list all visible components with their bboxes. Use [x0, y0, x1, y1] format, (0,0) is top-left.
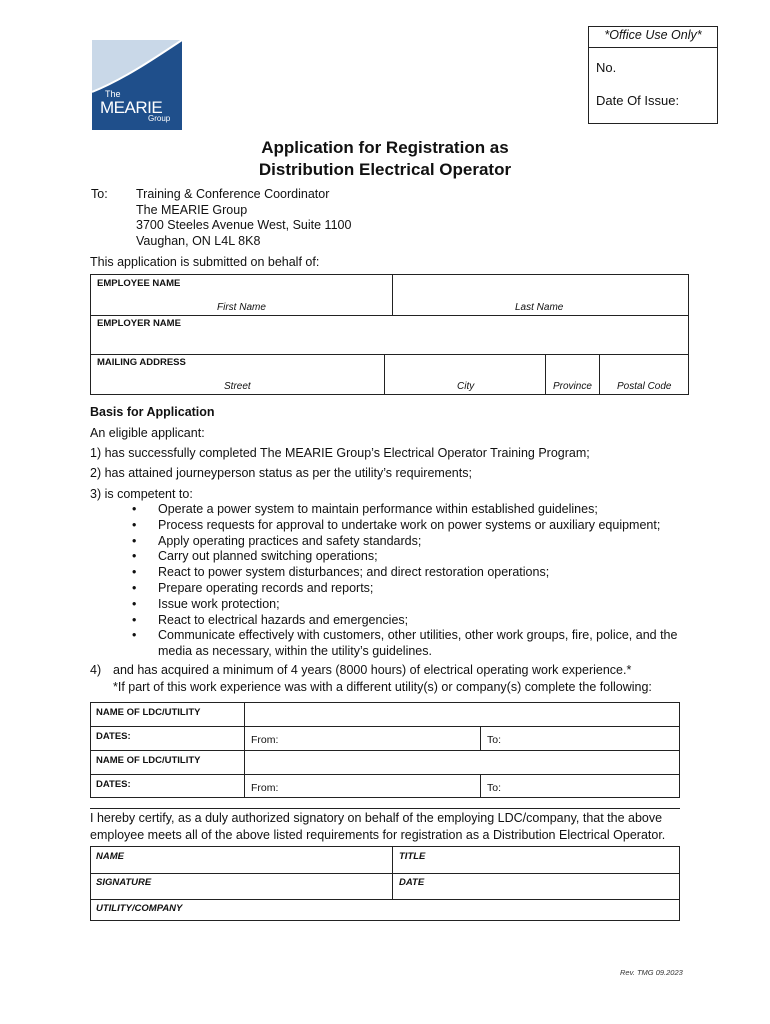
employee-name-label: EMPLOYEE NAME [97, 278, 181, 289]
name-label: NAME [96, 851, 124, 862]
divider [91, 750, 679, 751]
list-item: • React to power system disturbances; and direct restoration operations; [130, 565, 690, 581]
signatory-table [90, 846, 680, 921]
list-item: • Apply operating practices and safety standards; [130, 534, 690, 550]
from-label-1: From: [251, 734, 279, 746]
basis-title: Basis for Application [90, 405, 215, 419]
last-name-label: Last Name [515, 302, 564, 313]
list-item: • Issue work protection; [130, 597, 690, 613]
office-use-box [588, 26, 718, 124]
list-item: • Carry out planned switching operations; [130, 549, 690, 565]
employee-table [90, 274, 689, 395]
divider [480, 726, 481, 750]
submitted-on-behalf-text: This application is submitted on behalf of: [90, 255, 320, 269]
city-input[interactable] [386, 356, 544, 392]
employer-name-label: EMPLOYER NAME [97, 318, 181, 329]
divider [91, 873, 679, 874]
list-item: • Prepare operating records and reports; [130, 581, 690, 597]
street-input[interactable] [91, 356, 383, 392]
divider [91, 774, 679, 775]
utility-company-input[interactable] [201, 901, 677, 920]
list-item: • Communicate effectively with customers, other utilities, other work groups, fire, police, and the media as necessary, within the utility’s guidelines. [130, 628, 690, 660]
logo-name: MEARIE [100, 98, 163, 117]
divider [599, 354, 600, 394]
from-date-input-2[interactable] [281, 776, 478, 796]
page-title-line2: Distribution Electrical Operator [258, 160, 512, 179]
divider [90, 808, 680, 809]
address-line: 3700 Steeles Avenue West, Suite 1100 [136, 218, 352, 232]
recipient-address [136, 187, 351, 249]
office-no-field: No. [596, 60, 617, 75]
province-input[interactable] [547, 356, 598, 392]
province-label: Province [553, 381, 592, 392]
date-label: DATE [399, 877, 425, 888]
list-item: • Process requests for approval to undertake work on power systems or auxiliary equipment; [130, 518, 690, 534]
logo-group: Group [148, 114, 171, 123]
basis-intro: An eligible applicant: [90, 426, 205, 440]
to-label-2: To: [487, 782, 502, 794]
basis-item-4: and has acquired a minimum of 4 years (8000 hours) of electrical operating work experience.* [113, 663, 632, 677]
first-name-label: First Name [217, 302, 266, 313]
page-title-line1: Application for Registration as [261, 138, 509, 157]
city-label: City [457, 381, 475, 392]
date-of-issue-field: Date Of Issue: [596, 93, 680, 108]
ldc-name-input-1[interactable] [246, 704, 678, 725]
last-name-input[interactable] [394, 278, 687, 314]
signature-input[interactable] [171, 875, 389, 898]
signatory-title-input[interactable] [441, 848, 677, 872]
basis-item-3: 3) is competent to: [90, 487, 193, 501]
competency-list [130, 502, 690, 660]
revision-note: Rev. TMG 09.2023 [620, 968, 683, 977]
list-item: • Operate a power system to maintain performance within established guidelines; [130, 502, 690, 518]
divider [91, 726, 679, 727]
divider [480, 774, 481, 797]
divider [91, 315, 688, 316]
signature-label: SIGNATURE [96, 877, 152, 888]
ldc-name-label-1: NAME OF LDC/UTILITY [96, 707, 201, 718]
basis-item-4-number: 4) [90, 663, 102, 677]
basis-item-4-note: *If part of this work experience was with a different utility(s) or company(s) complete the following: [113, 680, 652, 694]
first-name-input[interactable] [91, 278, 391, 314]
to-label-1: To: [487, 734, 502, 746]
signature-date-input[interactable] [441, 875, 677, 898]
ldc-table [90, 702, 680, 798]
address-line: Training & Conference Coordinator [136, 187, 330, 201]
from-date-input-1[interactable] [281, 728, 478, 749]
from-label-2: From: [251, 782, 279, 794]
divider [91, 899, 679, 900]
logo-wordmark [100, 90, 170, 123]
mailing-address-label: MAILING ADDRESS [97, 357, 186, 368]
divider [545, 354, 546, 394]
postal-code-input[interactable] [601, 356, 687, 392]
divider [384, 354, 385, 394]
divider [392, 275, 393, 315]
to-label: To: [91, 187, 108, 201]
logo-the: The [105, 89, 121, 99]
to-date-input-2[interactable] [506, 776, 678, 796]
ldc-name-label-2: NAME OF LDC/UTILITY [96, 755, 201, 766]
ldc-dates-label-1: DATES: [96, 731, 131, 742]
title-label: TITLE [399, 851, 426, 862]
basis-item-2: 2) has attained journeyperson status as per the utility’s requirements; [90, 466, 472, 480]
postal-code-label: Postal Code [617, 381, 672, 392]
utility-company-label: UTILITY/COMPANY [96, 903, 183, 914]
signatory-name-input[interactable] [151, 848, 389, 872]
certification-text: I hereby certify, as a duly authorized signatory on behalf of the employing LDC/company, that the above employee meets all of the above listed requirements for registration as a Distribution Electrical Operator. [90, 811, 666, 842]
ldc-name-input-2[interactable] [246, 752, 678, 773]
basis-item-1: 1) has successfully completed The MEARIE Group’s Electrical Operator Training Program; [90, 446, 590, 460]
address-line: Vaughan, ON L4L 8K8 [136, 233, 261, 248]
address-line: The MEARIE Group [136, 202, 248, 217]
ldc-dates-label-2: DATES: [96, 779, 131, 790]
employer-name-input[interactable] [91, 317, 688, 353]
office-use-header: *Office Use Only* [604, 28, 702, 42]
list-item: • React to electrical hazards and emergencies; [130, 613, 690, 629]
street-label: Street [224, 381, 251, 392]
to-date-input-1[interactable] [506, 728, 678, 749]
divider [589, 47, 717, 48]
